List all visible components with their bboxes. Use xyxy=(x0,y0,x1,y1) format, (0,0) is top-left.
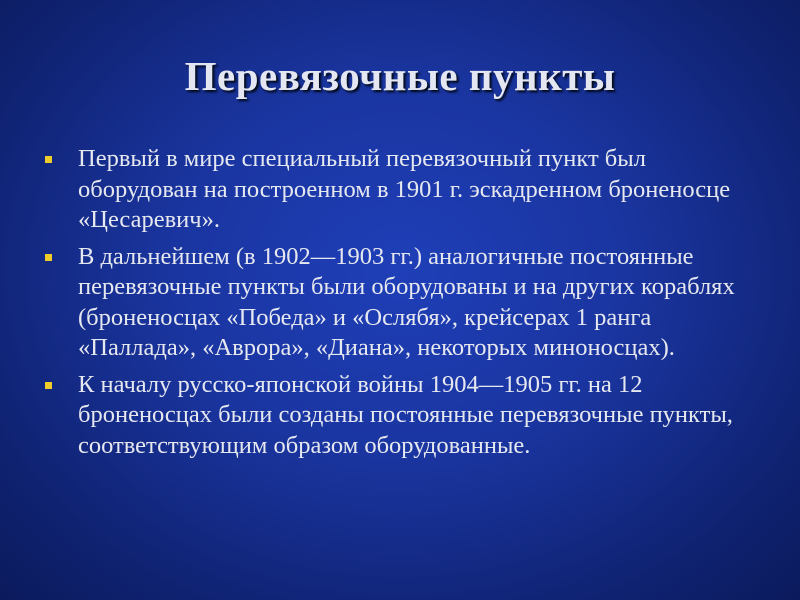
slide-title: Перевязочные пункты xyxy=(184,53,616,99)
bullet-item xyxy=(44,242,754,364)
square-bullet-icon xyxy=(45,254,52,261)
square-bullet-icon xyxy=(45,382,52,389)
bullet-item xyxy=(44,370,754,462)
bullet-item xyxy=(44,144,754,236)
bullet-text: К началу русско-японской войны 1904—1905 гг. на 12 броненосцах были созданы постоянные перевязочные пункты, соответствующим образом оборудованные. xyxy=(78,370,733,459)
bullet-text: В дальнейшем (в 1902—1903 гг.) аналогичные постоянные перевязочные пункты были оборудованы и на других кораблях (броненосцах «Победа» и «Ослябя», крейсерах 1 ранга «Паллада», «Аврора», «Диана», некоторых миноносцах). xyxy=(78,242,735,361)
square-bullet-icon xyxy=(45,156,52,163)
bullet-list xyxy=(44,144,754,467)
bullet-text: Первый в мире специальный перевязочный пункт был оборудован на построенном в 1901 г. эскадренном броненосце «Цесаревич». xyxy=(78,145,731,233)
